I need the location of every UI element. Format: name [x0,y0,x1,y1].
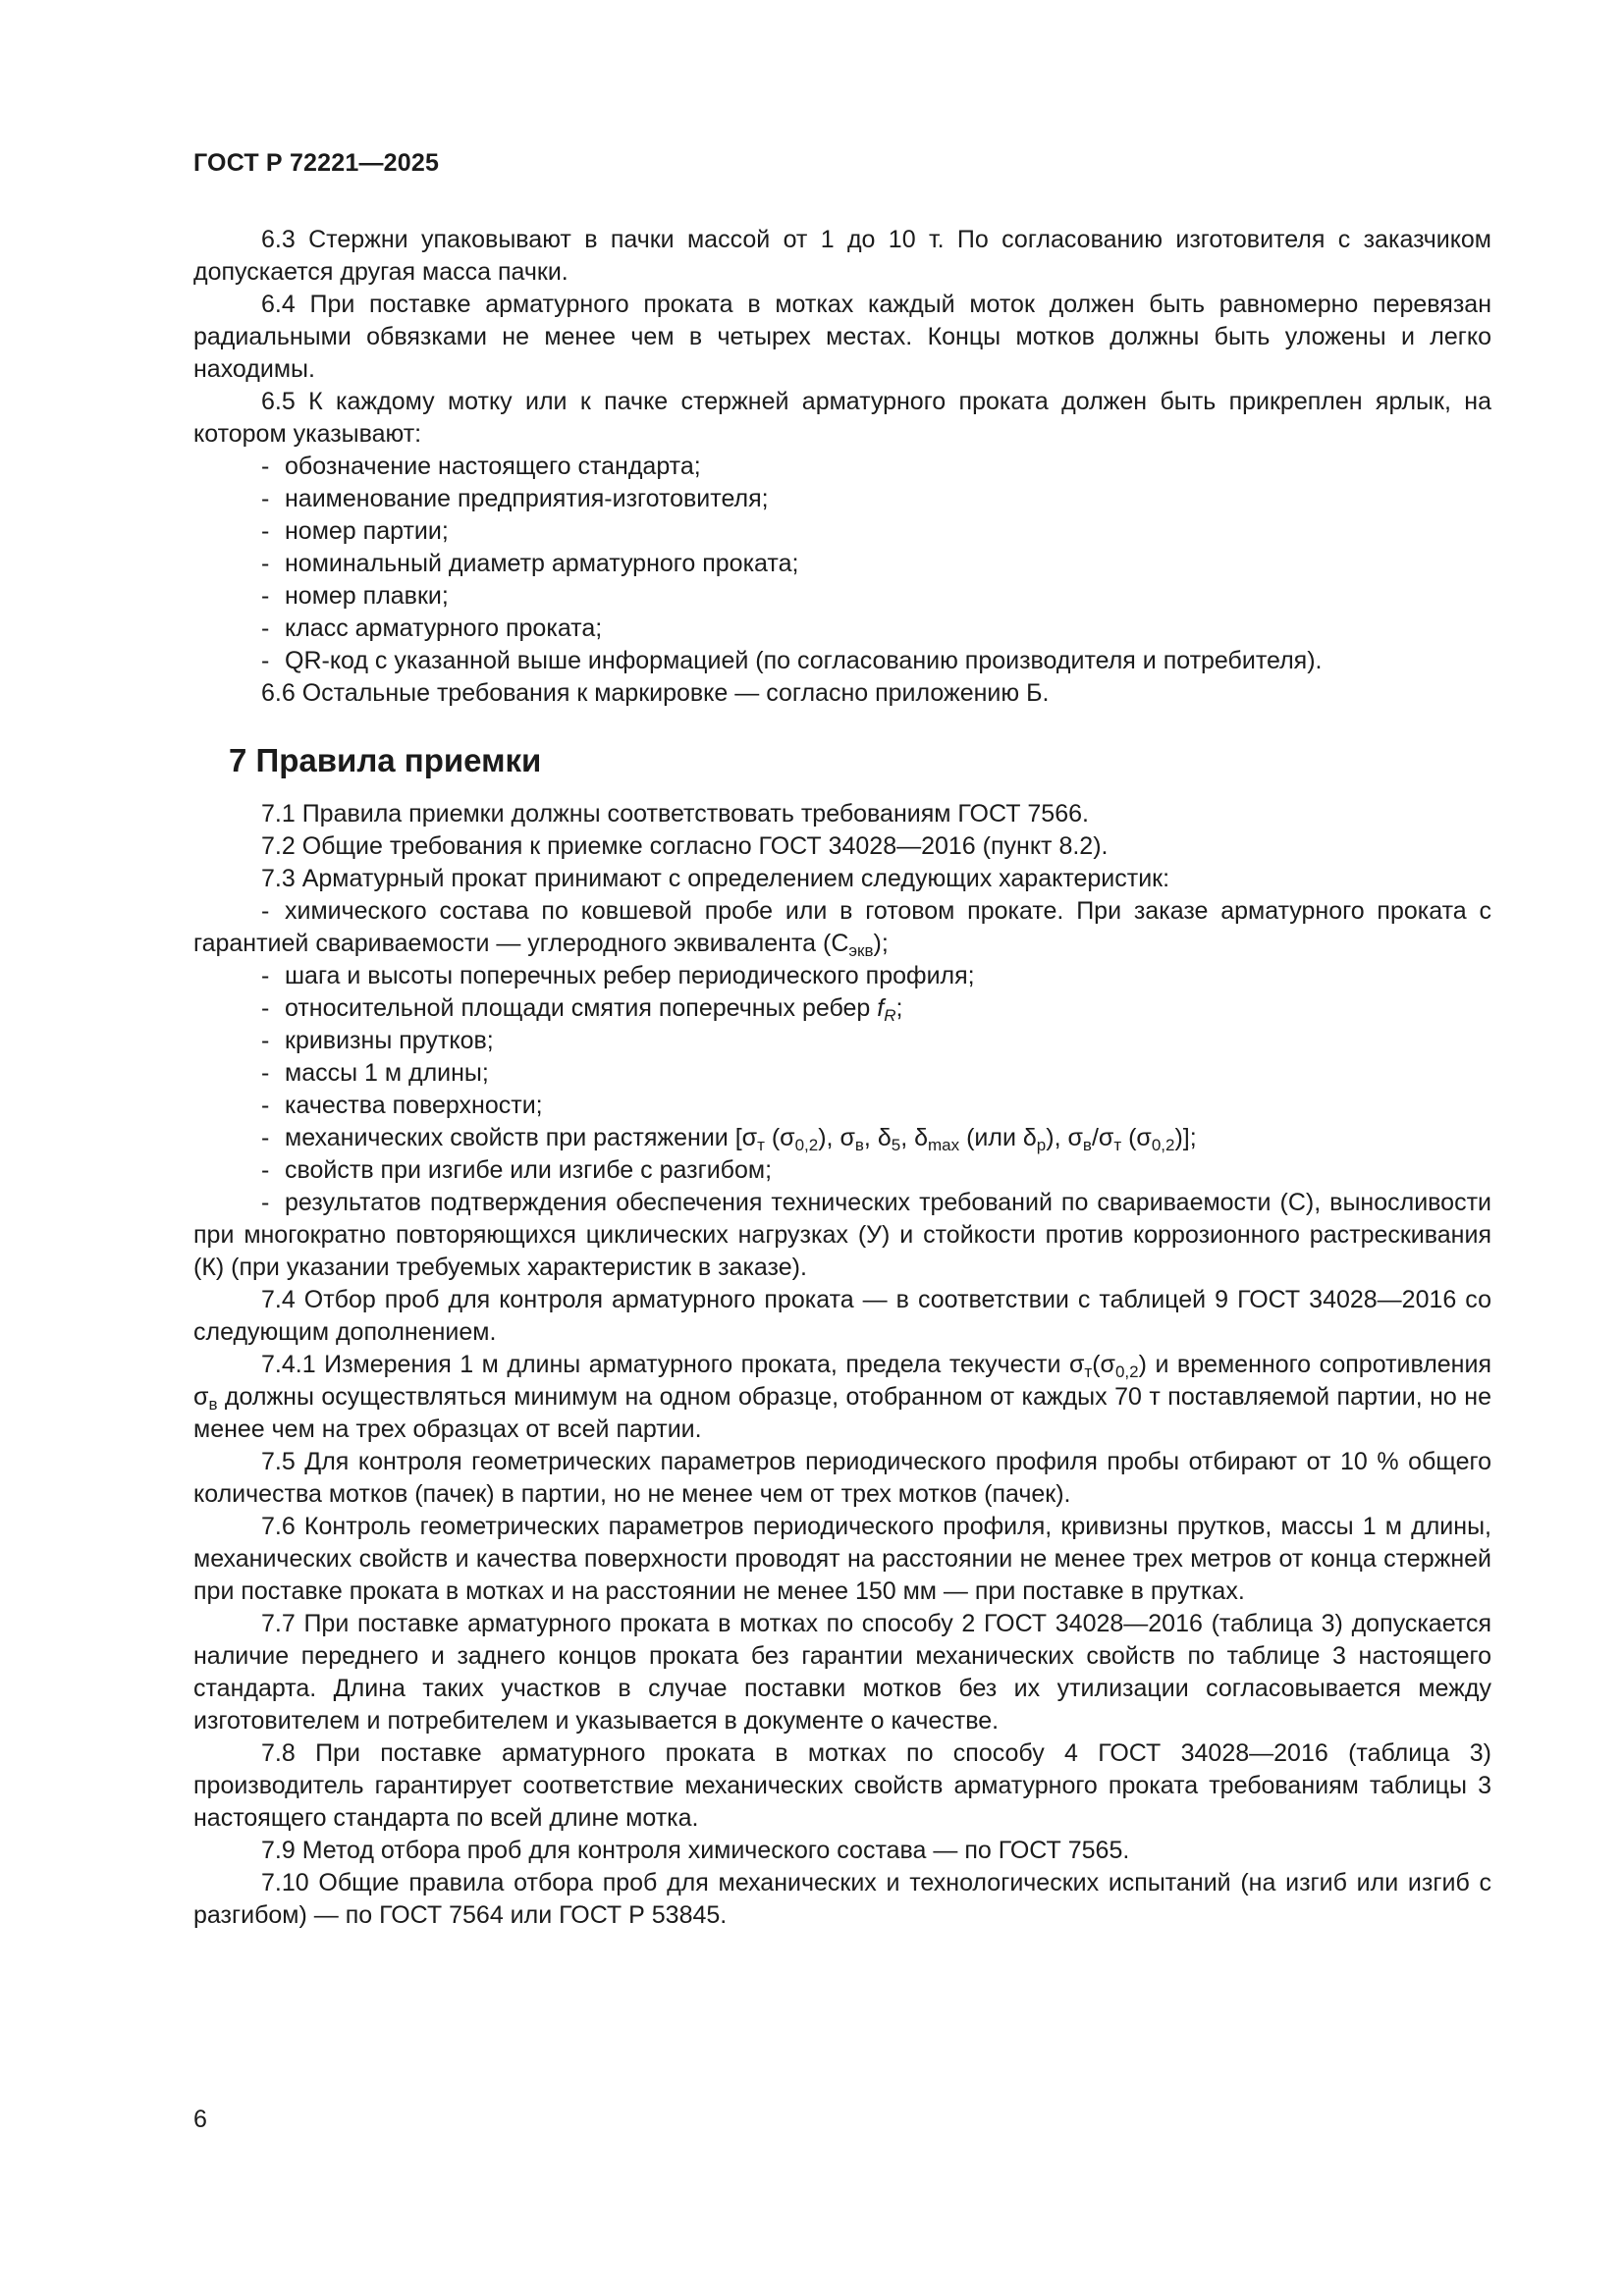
list-item: - кривизны прутков; [261,1027,494,1054]
list-item: - относительной площади смятия поперечных ребер $f_R$; [261,994,903,1025]
list-item-mechanical: - механических свойств при растяжении [$\sigma_т$ $(\sigma_{0,2})$, $\sigma_в$, $\delta_5$, $\delta_{max}$ (или $\delta_р$), $\sigma_в/\sigma_т$ $(\sigma_{0,2})$]; [261,1124,1197,1154]
paragraph-6-6: 6.6 Остальные требования к маркировке — согласно приложению Б. [261,679,1050,707]
paragraph-7-2: 7.2 Общие требования к приемке согласно ГОСТ 34028—2016 (пункт 8.2). [261,832,1109,860]
list-item: - номинальный диаметр арматурного проката; [261,550,799,577]
paragraph-7-4-1: 7.4.1 Измерения 1 м длины арматурного проката, предела текучести $\sigma_т(\sigma_{0,2})$ и временного сопротивления $\sigma_в$ должны осуществляться минимум на одном образце, отобранном от каждых 70 т поставляемой партии, но не менее чем на трех образцах от всей партии. [193,1351,1491,1443]
list-item: - массы 1 м длины; [261,1059,489,1087]
list-item: - класс арматурного проката; [261,614,603,642]
list-item: - обозначение настоящего стандарта; [261,453,701,480]
list-item: - свойств при изгибе или изгибе с разгибом; [261,1156,773,1184]
list-item-chemical: - химического состава по ковшевой пробе или в готовом прокате. При заказе арматурного проката с гарантией свариваемости — углеродного эквивалента $(С_{экв})$; [193,897,1491,960]
paragraph-7-10: 7.10 Общие правила отбора проб для механических и технологических испытаний (на изгиб или изгиб с разгибом) — по ГОСТ 7564 или ГОСТ Р 53845. [193,1869,1491,1929]
document-header: ГОСТ Р 72221—2025 [193,149,440,177]
paragraph-7-5: 7.5 Для контроля геометрических параметров периодического профиля пробы отбирают от 10 % общего количества мотков (пачек) в партии, но не менее чем от трех мотков (пачек). [193,1448,1491,1508]
document-body [193,224,1491,1932]
paragraph-7-4: 7.4 Отбор проб для контроля арматурного проката — в соответствии с таблицей 9 ГОСТ 34028—2016 со следующим дополнением. [193,1286,1491,1346]
list-item-results: - результатов подтверждения обеспечения технических требований по свариваемости (С), выносливости при многократно повторяющихся циклических нагрузках (У) и стойкости против коррозионного растрескивания (К) (при указании требуемых характеристик в заказе). [193,1189,1491,1281]
paragraph-7-1: 7.1 Правила приемки должны соответствовать требованиям ГОСТ 7566. [261,800,1089,828]
paragraph-6-3: 6.3 Стержни упаковывают в пачки массой от 1 до 10 т. По согласованию изготовителя с заказчиком допускается другая масса пачки. [193,226,1491,286]
paragraph-7-3: 7.3 Арматурный прокат принимают с определением следующих характеристик: [261,865,1170,892]
page-number: 6 [193,2106,207,2133]
paragraph-7-6: 7.6 Контроль геометрических параметров периодического профиля, кривизны прутков, массы 1 м длины, механических свойств и качества поверхности проводят на расстоянии не менее трех метров от конца стержней при поставке проката в мотках и на расстоянии не менее 150 мм — при поставке в прутках. [193,1513,1491,1605]
section-7-heading: 7 Правила приемки [229,742,542,778]
list-item: - QR-код с указанной выше информацией (по согласованию производителя и потребителя). [261,647,1323,674]
list-item: - номер плавки; [261,582,449,610]
list-item: - шага и высоты поперечных ребер периодического профиля; [261,962,975,989]
paragraph-7-9: 7.9 Метод отбора проб для контроля химического состава — по ГОСТ 7565. [261,1837,1130,1864]
paragraph-7-8: 7.8 При поставке арматурного проката в мотках по способу 4 ГОСТ 34028—2016 (таблица 3) производитель гарантирует соответствие механических свойств арматурного проката требованиям таблицы 3 настоящего стандарта по всей длине мотка. [193,1739,1491,1832]
paragraph-6-5: 6.5 К каждому мотку или к пачке стержней арматурного проката должен быть прикреплен ярлык, на котором указывают: [193,388,1491,448]
list-item: - номер партии; [261,517,449,545]
list-item: - наименование предприятия-изготовителя; [261,485,769,512]
list-item: - качества поверхности; [261,1092,543,1119]
paragraph-6-4: 6.4 При поставке арматурного проката в мотках каждый моток должен быть равномерно перевязан радиальными обвязками не менее чем в четырех местах. Концы мотков должны быть уложены и легко находимы. [193,291,1491,383]
paragraph-7-7: 7.7 При поставке арматурного проката в мотках по способу 2 ГОСТ 34028—2016 (таблица 3) допускается наличие переднего и заднего концов проката без гарантии механических свойств по таблице 3 настоящего стандарта. Длина таких участков в случае поставки мотков без их утилизации согласовывается между изготовителем и потребителем и указывается в документе о качестве. [193,1610,1491,1735]
